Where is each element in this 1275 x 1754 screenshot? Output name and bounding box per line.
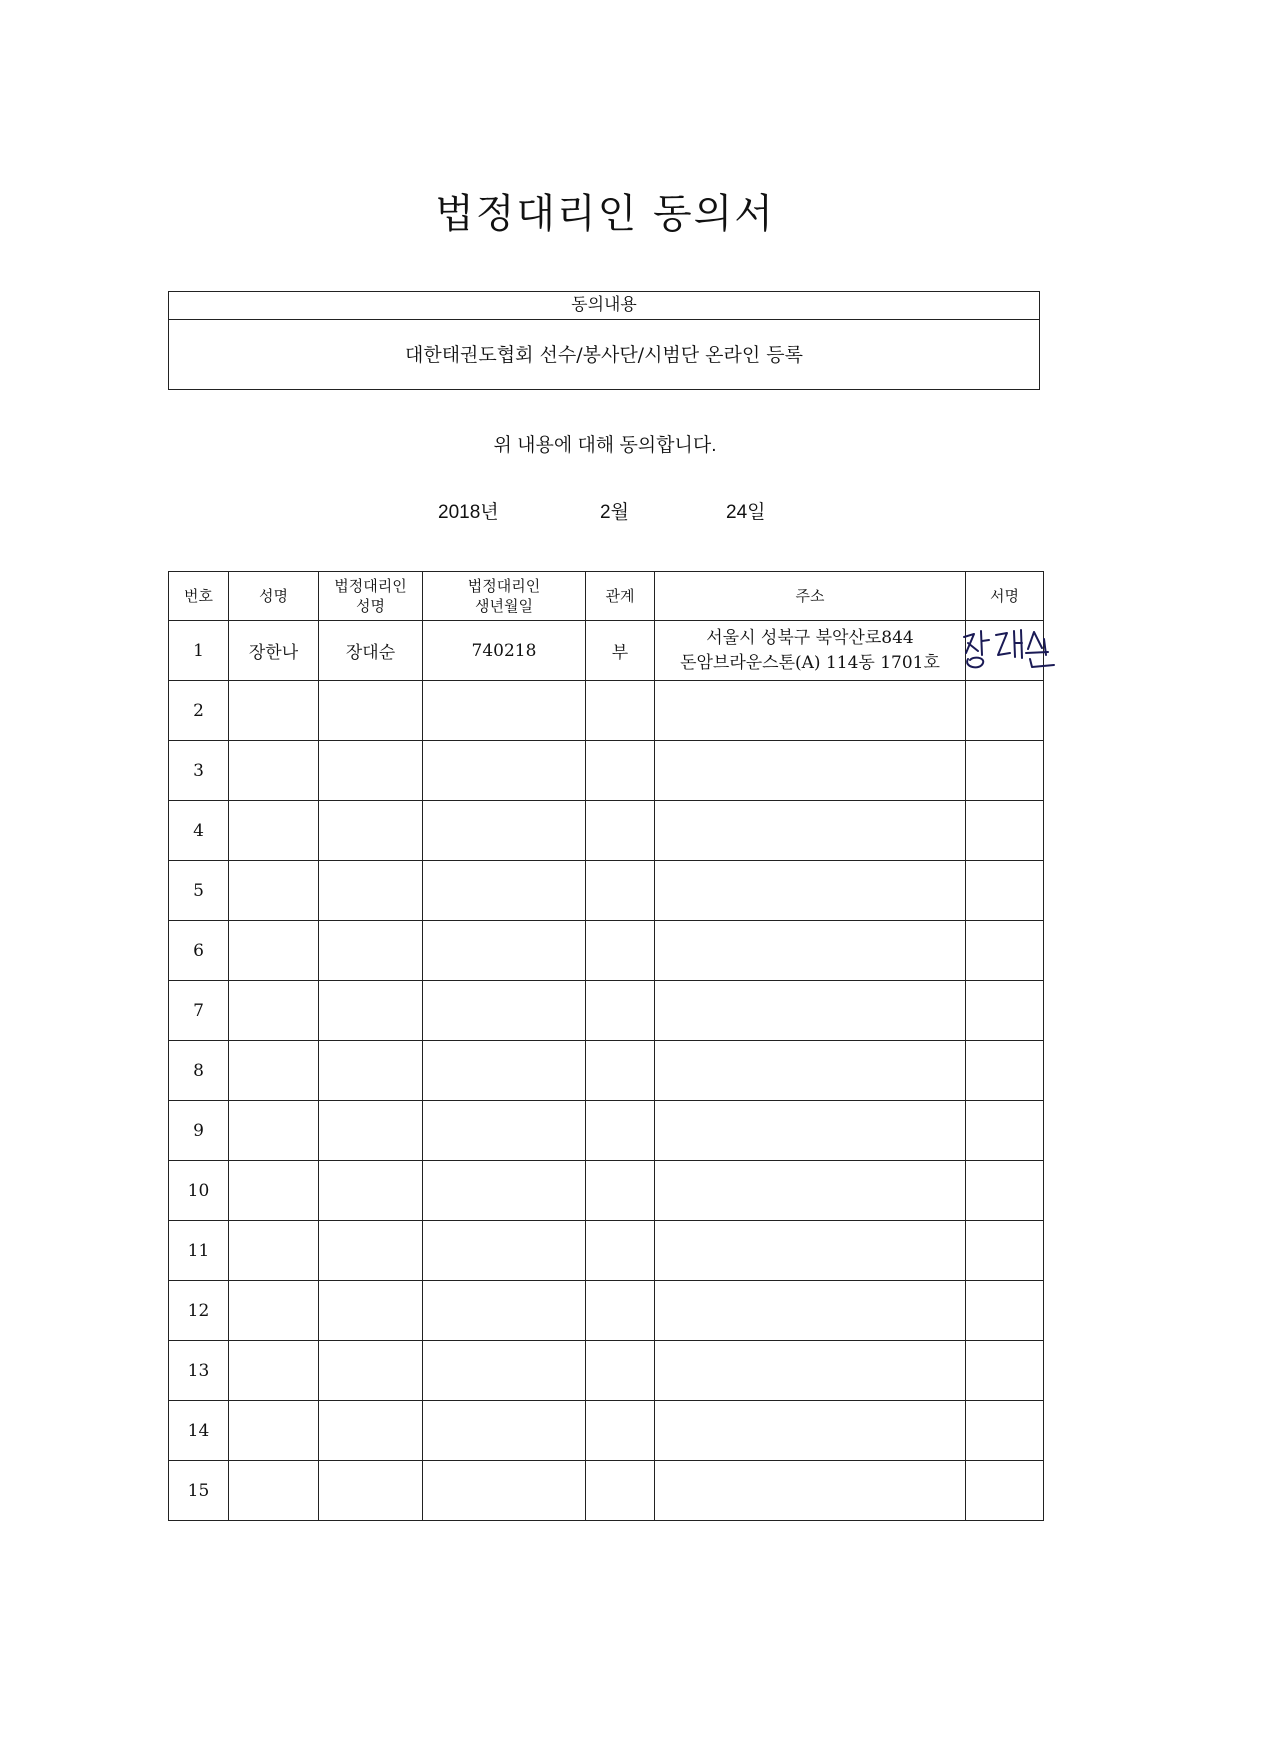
col-header-guardian-name-line2: 성명 (356, 597, 385, 615)
consent-box (168, 291, 1040, 390)
table-row (169, 1461, 1044, 1521)
col-header-relation: 관계 (586, 572, 655, 621)
col-header-guardian-birth-line2: 생년월일 (475, 597, 533, 615)
row-number: 15 (169, 1461, 229, 1521)
table-row (169, 981, 1044, 1041)
table-row (169, 801, 1044, 861)
page-title: 법정대리인 동의서 (435, 191, 775, 237)
row-number: 5 (169, 861, 229, 921)
agreement-statement: 위 내용에 대해 동의합니다. (493, 435, 717, 456)
table-row (169, 861, 1044, 921)
row-number: 11 (169, 1221, 229, 1281)
table-row (169, 1161, 1044, 1221)
cell-relation: 부 (586, 621, 655, 681)
col-header-guardian-birth-line1: 법정대리인 (467, 577, 541, 595)
date-day: 24일 (726, 502, 766, 523)
row-number: 4 (169, 801, 229, 861)
col-header-name: 성명 (229, 572, 319, 621)
consent-content: 대한태권도협회 선수/봉사단/시범단 온라인 등록 (404, 344, 803, 366)
address-line-1: 서울시 성북구 북악산로844 (706, 627, 914, 648)
row-number: 10 (169, 1161, 229, 1221)
table-row (169, 1281, 1044, 1341)
guardian-table (168, 571, 1044, 1521)
table-row (169, 1041, 1044, 1101)
cell-signature (966, 621, 1044, 681)
row-number: 7 (169, 981, 229, 1041)
col-header-signature: 서명 (966, 572, 1044, 621)
table-row (169, 621, 1044, 681)
date-year: 2018년 (438, 502, 499, 523)
col-header-guardian-birth (423, 572, 586, 621)
row-number: 12 (169, 1281, 229, 1341)
table-row (169, 1101, 1044, 1161)
date-month: 2월 (600, 502, 629, 523)
col-header-guardian-name (319, 572, 423, 621)
table-row (169, 741, 1044, 801)
table-header-row (169, 572, 1044, 621)
row-number: 1 (169, 621, 229, 681)
row-number: 8 (169, 1041, 229, 1101)
col-header-address: 주소 (655, 572, 966, 621)
row-number: 14 (169, 1401, 229, 1461)
table-row (169, 921, 1044, 981)
cell-name: 장한나 (229, 621, 319, 681)
handwritten-signature (958, 625, 1068, 675)
row-number: 9 (169, 1101, 229, 1161)
row-number: 3 (169, 741, 229, 801)
row-number: 2 (169, 681, 229, 741)
table-row (169, 681, 1044, 741)
row-number: 13 (169, 1341, 229, 1401)
consent-header: 동의내용 (169, 292, 1039, 320)
cell-guardian-name: 장대순 (319, 621, 423, 681)
col-header-guardian-name-line1: 법정대리인 (334, 577, 407, 595)
cell-address (655, 621, 966, 681)
row-number: 6 (169, 921, 229, 981)
table-row (169, 1221, 1044, 1281)
cell-guardian-birth: 740218 (423, 621, 586, 681)
address-line-2: 돈암브라운스톤(A) 114동 1701호 (680, 652, 940, 673)
table-row (169, 1341, 1044, 1401)
table-row (169, 1401, 1044, 1461)
col-header-no: 번호 (169, 572, 229, 621)
